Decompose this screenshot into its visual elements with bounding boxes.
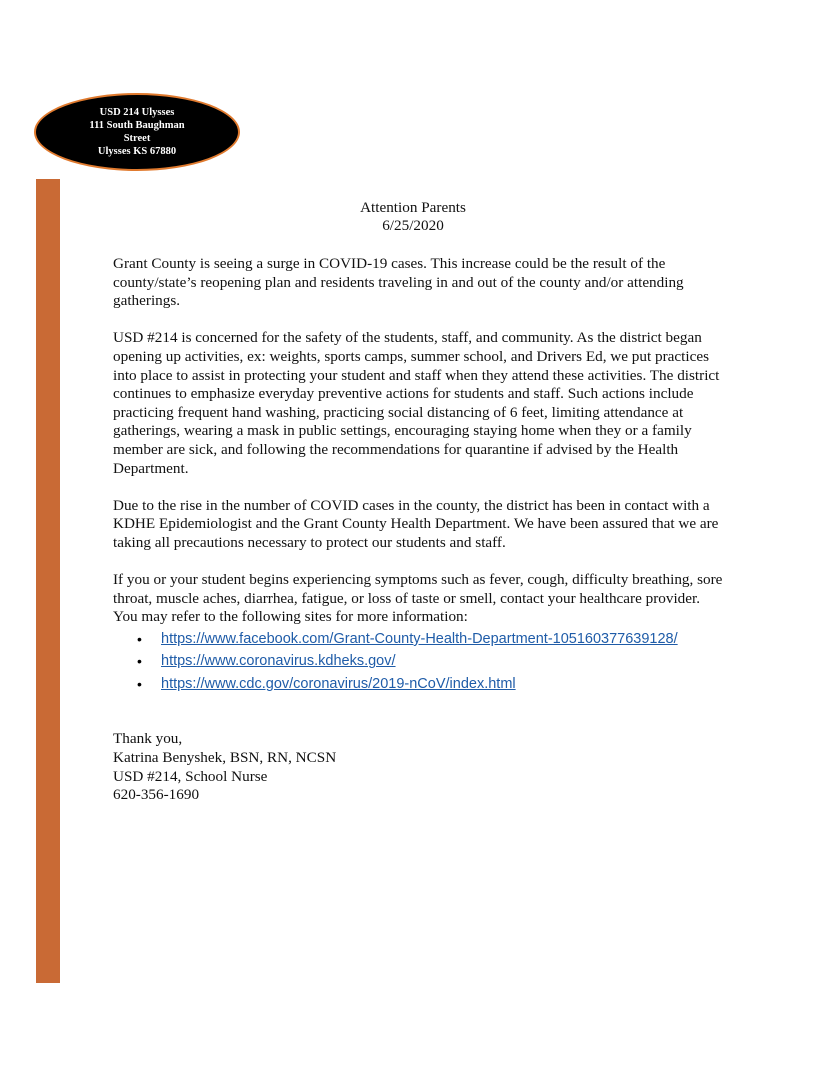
badge-line-street-suffix: Street — [123, 133, 151, 144]
links-intro: You may refer to the following sites for more information: — [113, 608, 468, 626]
resource-link-list — [113, 629, 723, 695]
letter-date: 6/25/2020 — [382, 217, 444, 234]
badge-line-street: 111 South Baughman — [89, 120, 185, 131]
list-item — [113, 651, 723, 672]
badge-line-district: USD 214 Ulysses — [99, 107, 175, 118]
letter-body — [113, 255, 723, 805]
signature-title: USD #214, School Nurse — [113, 767, 268, 785]
kdhe-coronavirus-link[interactable]: https://www.coronavirus.kdheks.gov/ — [161, 653, 396, 670]
bullet-icon: • — [137, 653, 142, 670]
badge-line-city: Ulysses KS 67880 — [97, 146, 177, 157]
signature-name: Katrina Benyshek, BSN, RN, NCSN — [113, 748, 337, 766]
district-address-badge — [34, 93, 240, 171]
signature-block — [113, 730, 723, 804]
letter-title: Attention Parents — [360, 199, 466, 216]
bullet-icon: • — [137, 630, 142, 647]
letter-heading — [113, 199, 713, 235]
paragraph-symptoms: If you or your student begins experiencing symptoms such as fever, cough, difficulty breathing, sore throat, muscle aches, diarrhea, fatigue, or loss of taste or smell, contact your healthcare provider. — [113, 571, 723, 607]
paragraph-contact: Due to the rise in the number of COVID cases in the county, the district has been in contact with a KDHE Epidemiologist and the Grant County Health Department. We have been assured that we are taking all precautions necessary to protect our students and staff. — [113, 496, 719, 551]
bullet-icon: • — [137, 675, 142, 692]
signature-phone: 620-356-1690 — [113, 786, 200, 804]
cdc-coronavirus-link[interactable]: https://www.cdc.gov/coronavirus/2019-nCoV/index.html — [161, 675, 516, 692]
list-item — [113, 674, 723, 695]
facebook-health-dept-link[interactable]: https://www.facebook.com/Grant-County-Health-Department-105160377639128/ — [161, 630, 678, 647]
paragraph-surge: Grant County is seeing a surge in COVID-19 cases. This increase could be the result of the county/state’s reopening plan and residents traveling in and out of the county and/or attending gatherings. — [113, 255, 684, 310]
signature-closing: Thank you, — [113, 730, 183, 748]
paragraph-safety: USD #214 is concerned for the safety of the students, staff, and community. As the district began opening up activities, ex: weights, sports camps, summer school, and Drivers Ed, we put practices into place to assist in protecting your student and staff when they attend these activities. The district continues to emphasize everyday preventive actions for students and staff. Such actions include practicing frequent hand washing, practicing social distancing of 6 feet, limiting attendance at gatherings, wearing a mask in public settings, encouraging staying home when they or a family member are sick, and following the recommendations for quarantine if advised by the Health Department. — [113, 329, 720, 477]
decorative-side-bar — [36, 179, 60, 983]
list-item — [113, 629, 723, 650]
